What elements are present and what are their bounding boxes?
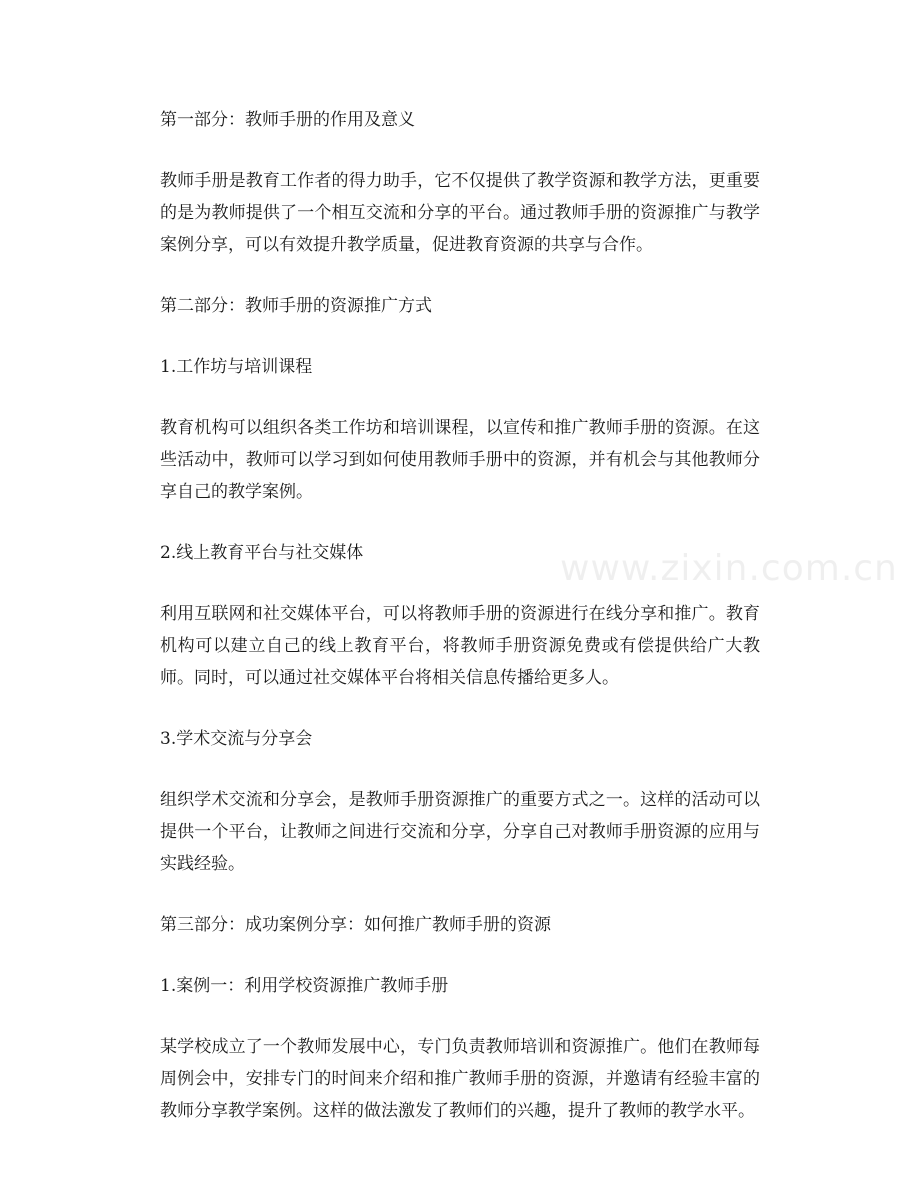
site-watermark: www.zixin.com.cn: [560, 548, 898, 589]
paragraph-academic-exchange: 组织学术交流和分享会，是教师手册资源推广的重要方式之一。这样的活动可以提供一个平台，让教师之间进行交流和分享，分享自己对教师手册资源的应用与实践经验。: [160, 790, 760, 874]
subheading-academic-exchange: 3.学术交流与分享会: [160, 729, 313, 749]
subheading-workshops: 1.工作坊与培训课程: [160, 357, 313, 377]
paragraph-1: 教师手册是教育工作者的得力助手，它不仅提供了教学资源和教学方法，更重要的是为教师提供了一个相互交流和分享的平台。通过教师手册的资源推广与教学案例分享，可以有效提升教学质量，促进教育资源的共享与合作。: [160, 171, 760, 255]
section-heading-3: 第三部分：成功案例分享：如何推广教师手册的资源: [160, 915, 551, 935]
section-heading-2: 第二部分：教师手册的资源推广方式: [160, 296, 432, 316]
paragraph-workshops: 教育机构可以组织各类工作坊和培训课程，以宣传和推广教师手册的资源。在这些活动中，教师可以学习到如何使用教师手册中的资源，并有机会与其他教师分享自己的教学案例。: [160, 418, 760, 502]
paragraph-online-platforms: 利用互联网和社交媒体平台，可以将教师手册的资源进行在线分享和推广。教育机构可以建立自己的线上教育平台，将教师手册资源免费或有偿提供给广大教师。同时，可以通过社交媒体平台将相关信息传播给更多人。: [160, 604, 760, 688]
subheading-case-one: 1.案例一：利用学校资源推广教师手册: [160, 976, 449, 996]
subheading-online-platforms: 2.线上教育平台与社交媒体: [160, 543, 364, 563]
section-heading-1: 第一部分：教师手册的作用及意义: [160, 110, 415, 130]
document-body: [160, 104, 760, 1156]
paragraph-case-one: 某学校成立了一个教师发展中心，专门负责教师培训和资源推广。他们在教师每周例会中，安排专门的时间来介绍和推广教师手册的资源，并邀请有经验丰富的教师分享教学案例。这样的做法激发了教师们的兴趣，提升了教师的教学水平。: [160, 1037, 760, 1121]
